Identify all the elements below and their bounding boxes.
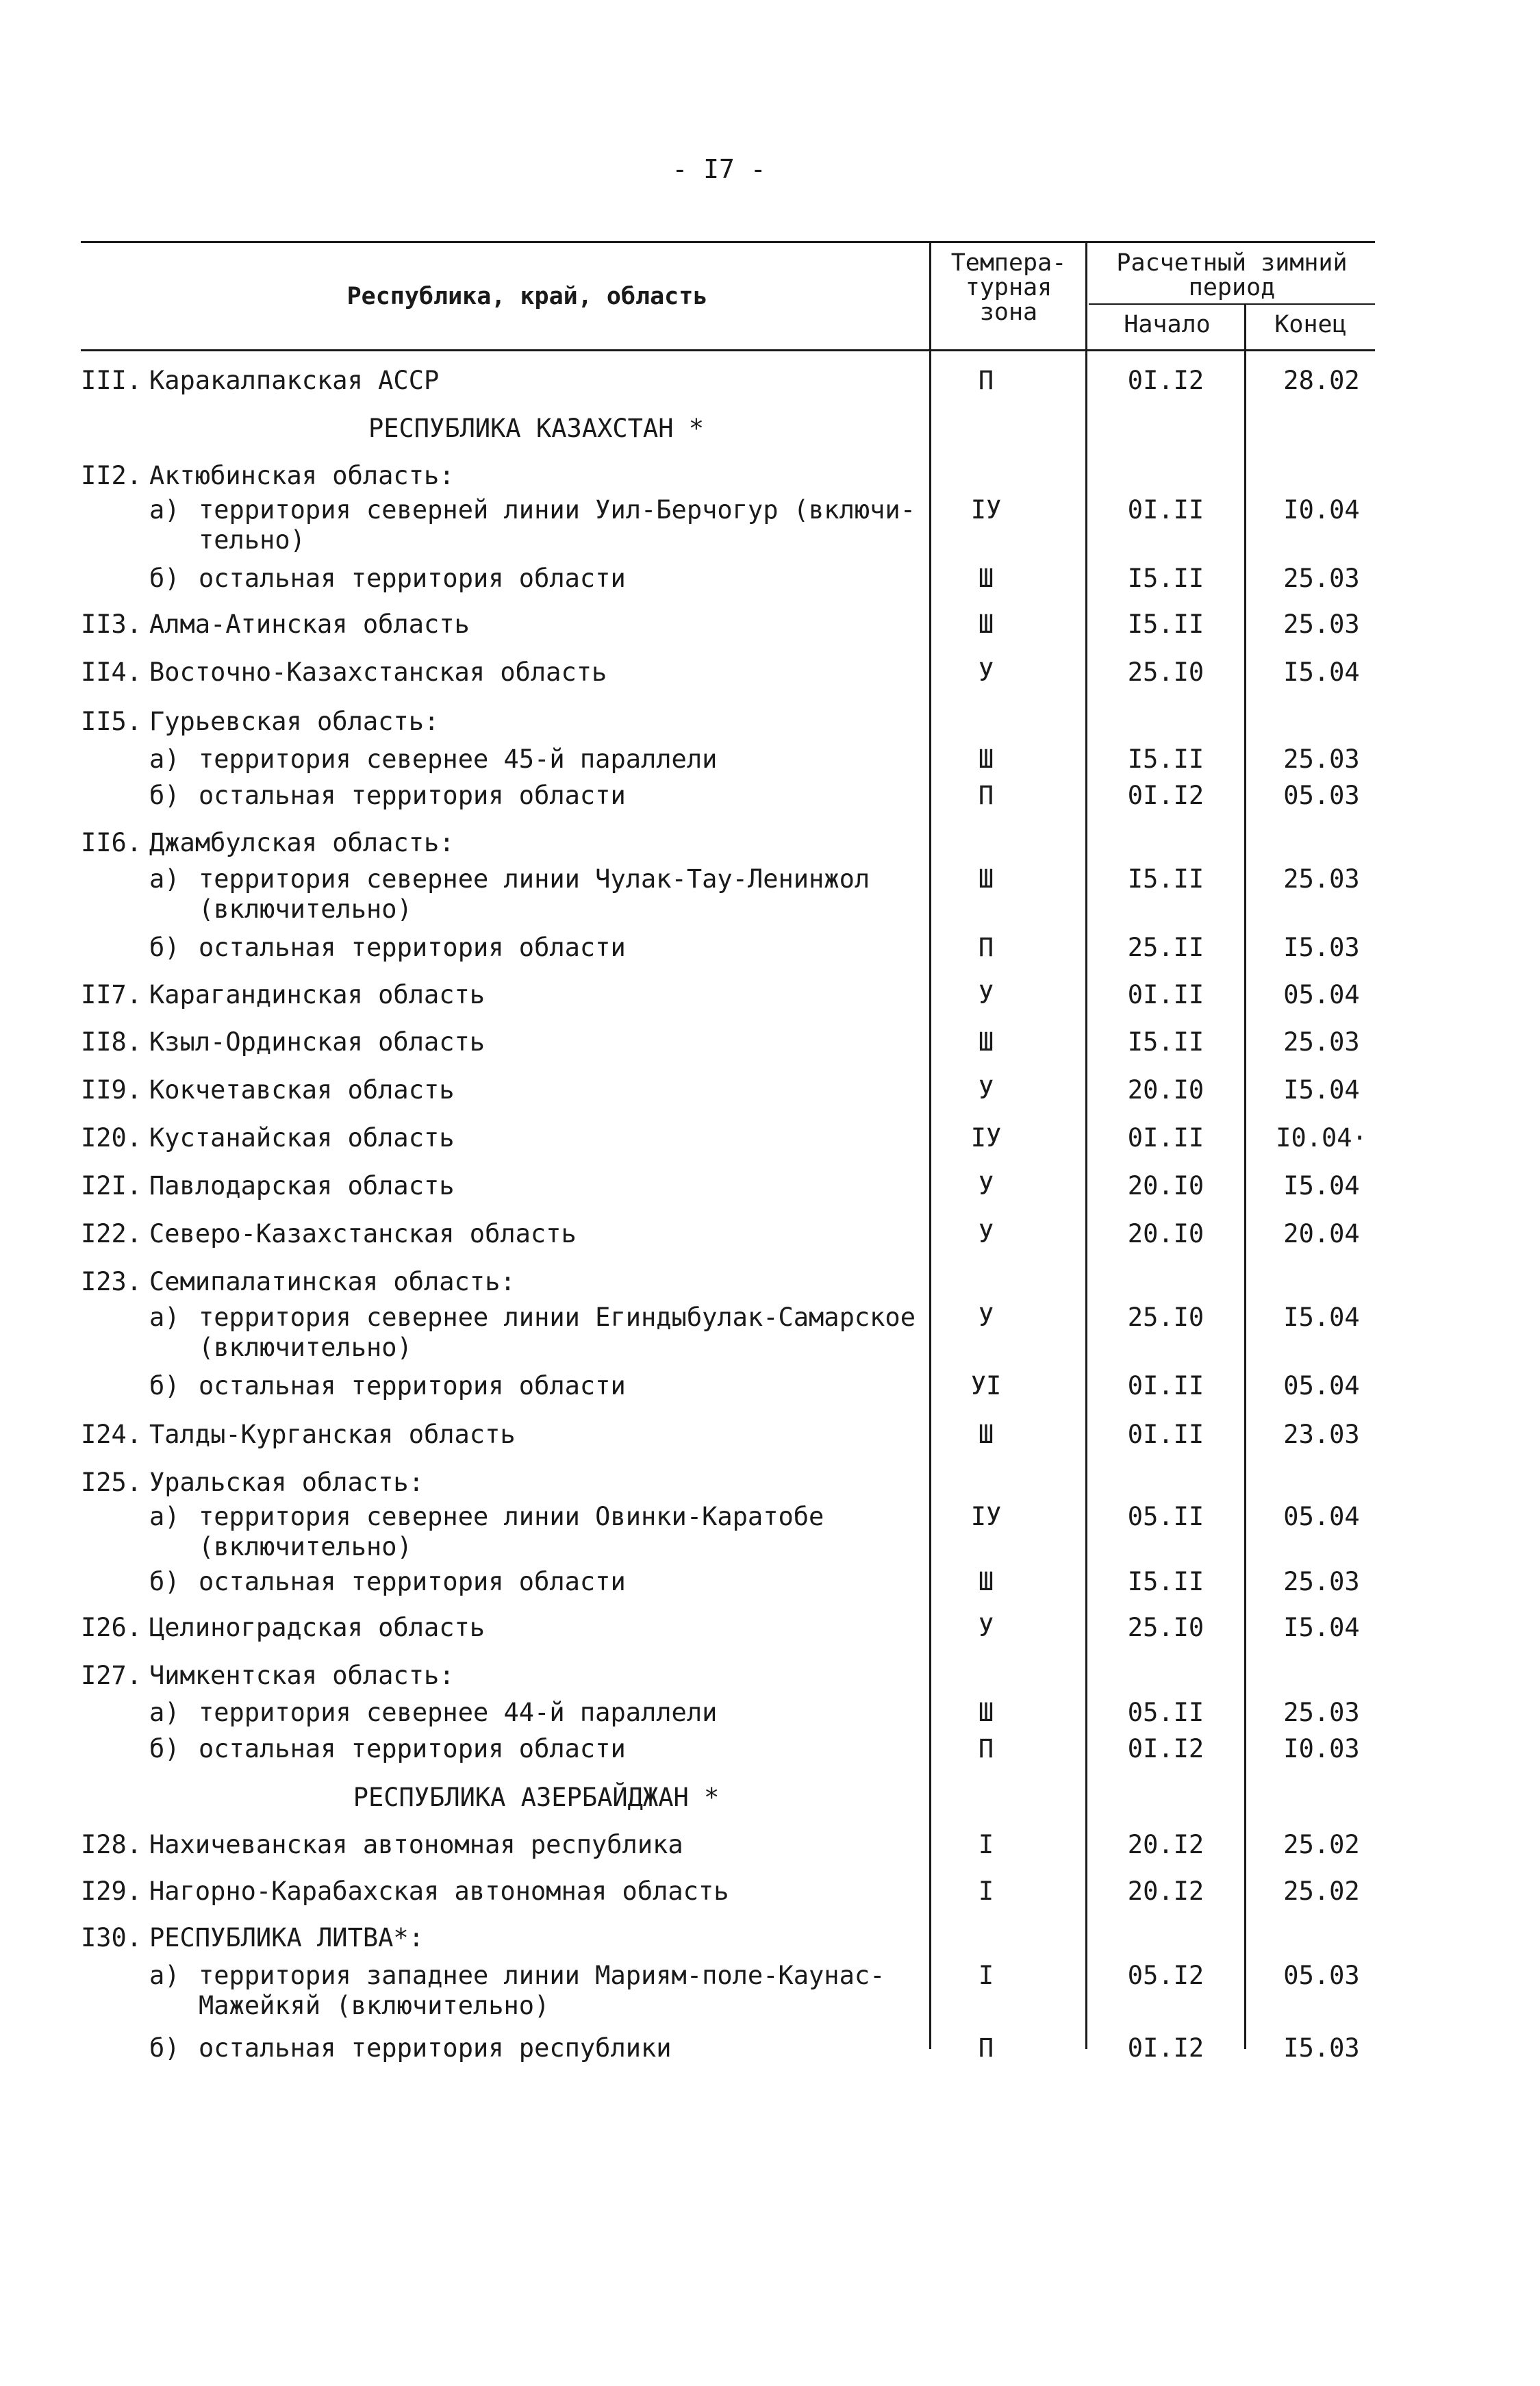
end-date-cell: 25.03 xyxy=(1283,1567,1360,1596)
row-number: II8. xyxy=(81,1027,142,1057)
header-period-line-1: Расчетный зимний xyxy=(1116,249,1348,277)
header-region: Республика, край, область xyxy=(346,283,708,310)
table-row xyxy=(0,366,1540,407)
region-name: Нахичеванская автономная республика xyxy=(149,1830,683,1859)
region-name: Джамбулская область: xyxy=(149,828,455,857)
row-number: I2I. xyxy=(81,1171,142,1201)
header-period xyxy=(1090,251,1374,300)
subitem-text-line: тельно) xyxy=(199,525,305,555)
row-number: I20. xyxy=(81,1123,142,1153)
table-subrow xyxy=(0,1303,1540,1362)
table-row xyxy=(0,610,1540,651)
table-subrow xyxy=(0,781,1540,822)
row-number: I24. xyxy=(81,1420,142,1449)
region-name: Актюбинская область: xyxy=(149,461,455,490)
row-number: I23. xyxy=(81,1267,142,1296)
table-row xyxy=(0,1075,1540,1116)
start-date-cell: 0I.II xyxy=(1127,980,1204,1009)
region-name: Каракалпакская АССР xyxy=(149,366,440,395)
zone-cell: У xyxy=(978,1303,994,1332)
region-name: Карагандинская область xyxy=(149,980,485,1009)
region-name: Семипалатинская область: xyxy=(149,1267,516,1296)
end-date-cell: 05.03 xyxy=(1283,1961,1360,1990)
subitem-text-line: территория севернее линии Егиндыбулак-Самарское xyxy=(199,1303,916,1332)
table-row xyxy=(0,707,1540,748)
zone-cell: П xyxy=(978,1734,994,1763)
start-date-cell: 25.I0 xyxy=(1127,1303,1204,1332)
start-date-cell: 20.I2 xyxy=(1127,1876,1204,1906)
header-zone-line-2: турная xyxy=(965,274,1052,301)
zone-cell: I xyxy=(978,1961,994,1990)
table-subrow xyxy=(0,744,1540,786)
subitem-label: б) xyxy=(149,2033,180,2063)
table-subrow xyxy=(0,933,1540,974)
subitem-label: а) xyxy=(149,1961,180,1990)
region-name: Северо-Казахстанская область xyxy=(149,1219,577,1248)
region-name: Кустанайская область xyxy=(149,1123,455,1153)
region-name: Восточно-Казахстанская область xyxy=(149,657,607,687)
table-subrow xyxy=(0,1502,1540,1561)
subitem-label: б) xyxy=(149,933,180,962)
row-number: II2. xyxy=(81,461,142,490)
table-row xyxy=(0,657,1540,699)
zone-cell: Ш xyxy=(978,1567,994,1596)
header-zone-line-3: зона xyxy=(979,299,1038,326)
subitem-label: а) xyxy=(149,495,180,525)
start-date-cell: 05.I2 xyxy=(1127,1961,1204,1990)
row-number: I29. xyxy=(81,1876,142,1906)
zone-cell: IУ xyxy=(970,495,1002,525)
end-date-cell: 25.03 xyxy=(1283,610,1360,639)
start-date-cell: 0I.II xyxy=(1127,495,1204,525)
end-date-cell: I5.03 xyxy=(1283,933,1360,962)
end-date-cell: 25.03 xyxy=(1283,564,1360,593)
subitem-label: б) xyxy=(149,1734,180,1763)
table-subrow xyxy=(0,1567,1540,1608)
end-date-cell: 25.03 xyxy=(1283,864,1360,894)
table-row xyxy=(0,1876,1540,1918)
table-row xyxy=(0,1661,1540,1702)
end-date-cell: 25.03 xyxy=(1283,744,1360,774)
table-row xyxy=(0,980,1540,1021)
section-heading: РЕСПУБЛИКА КАЗАХСТАН * xyxy=(368,414,705,443)
subitem-label: а) xyxy=(149,1698,180,1727)
table-header-bottom-rule xyxy=(81,349,1375,351)
end-date-cell: I5.04 xyxy=(1283,1613,1360,1642)
row-number: I28. xyxy=(81,1830,142,1859)
subitem-text-line: (включительно) xyxy=(199,1532,412,1561)
start-date-cell: 25.I0 xyxy=(1127,657,1204,687)
end-date-cell: 25.03 xyxy=(1283,1698,1360,1727)
header-zone xyxy=(933,251,1085,325)
zone-cell: У xyxy=(978,980,994,1009)
region-name: Нагорно-Карабахская автономная область xyxy=(149,1876,729,1906)
zone-cell: У xyxy=(978,1219,994,1248)
zone-cell: Ш xyxy=(978,610,994,639)
table-top-rule xyxy=(81,241,1375,243)
start-date-cell: I5.II xyxy=(1127,564,1204,593)
subitem-text-line: территория севернее 44-й параллели xyxy=(199,1698,718,1727)
zone-cell: У xyxy=(978,657,994,687)
start-date-cell: I5.II xyxy=(1127,864,1204,894)
zone-cell: Ш xyxy=(978,1698,994,1727)
start-date-cell: 0I.I2 xyxy=(1127,366,1204,395)
table-row xyxy=(0,1171,1540,1212)
zone-cell: П xyxy=(978,2033,994,2063)
end-date-cell: 25.03 xyxy=(1283,1027,1360,1057)
region-name: Уральская область: xyxy=(149,1468,424,1497)
zone-cell: П xyxy=(978,781,994,810)
region-name: РЕСПУБЛИКА ЛИТВА*: xyxy=(149,1923,424,1952)
region-name: Талды-Курганская область xyxy=(149,1420,516,1449)
region-name: Кзыл-Ординская область xyxy=(149,1027,485,1057)
subitem-text-line: территория севернее линии Чулак-Тау-Ленинжол xyxy=(199,864,870,894)
page-number: - I7 - xyxy=(672,154,766,184)
end-date-cell: 05.04 xyxy=(1283,1371,1360,1401)
zone-cell: Ш xyxy=(978,864,994,894)
region-name: Павлодарская область xyxy=(149,1171,455,1201)
end-date-cell: 28.02 xyxy=(1283,366,1360,395)
subitem-text-line: территория севернее линии Овинки-Каратобе xyxy=(199,1502,824,1531)
start-date-cell: 25.II xyxy=(1127,933,1204,962)
table-subrow xyxy=(0,564,1540,605)
row-number: II5. xyxy=(81,707,142,736)
subitem-text-line: остальная территория области xyxy=(199,781,626,810)
section-heading-row xyxy=(0,1783,1540,1824)
start-date-cell: 25.I0 xyxy=(1127,1613,1204,1642)
table-subrow xyxy=(0,1734,1540,1775)
end-date-cell: 05.04 xyxy=(1283,980,1360,1009)
subitem-text-line: остальная территория области xyxy=(199,564,626,593)
table-subrow xyxy=(0,864,1540,924)
subitem-label: б) xyxy=(149,1371,180,1401)
zone-cell: П xyxy=(978,366,994,395)
end-date-cell: 20.04 xyxy=(1283,1219,1360,1248)
row-number: I22. xyxy=(81,1219,142,1248)
subitem-text-line: территория западнее линии Мариям-поле-Каунас- xyxy=(199,1961,885,1990)
end-date-cell: 25.02 xyxy=(1283,1876,1360,1906)
table-row xyxy=(0,828,1540,869)
row-number: I25. xyxy=(81,1468,142,1497)
subitem-label: а) xyxy=(149,864,180,894)
subitem-text-line: остальная территория республики xyxy=(199,2033,672,2063)
table-row xyxy=(0,1267,1540,1308)
start-date-cell: 0I.I2 xyxy=(1127,1734,1204,1763)
row-number: II4. xyxy=(81,657,142,687)
period-subheader-rule xyxy=(1089,303,1375,305)
start-date-cell: 0I.II xyxy=(1127,1420,1204,1449)
row-number: II7. xyxy=(81,980,142,1009)
start-date-cell: I5.II xyxy=(1127,744,1204,774)
end-date-cell: I0.03 xyxy=(1283,1734,1360,1763)
table-subrow xyxy=(0,2033,1540,2074)
table-row xyxy=(0,1219,1540,1260)
start-date-cell: I5.II xyxy=(1127,610,1204,639)
subitem-label: б) xyxy=(149,564,180,593)
start-date-cell: 0I.I2 xyxy=(1127,2033,1204,2063)
zone-cell: Ш xyxy=(978,1420,994,1449)
start-date-cell: 0I.II xyxy=(1127,1371,1204,1401)
zone-cell: IУ xyxy=(970,1123,1002,1153)
end-date-cell: I0.04 xyxy=(1283,495,1360,525)
start-date-cell: 20.I2 xyxy=(1127,1830,1204,1859)
table-row xyxy=(0,1123,1540,1164)
row-number: I30. xyxy=(81,1923,142,1952)
start-date-cell: 05.II xyxy=(1127,1502,1204,1531)
row-number: III. xyxy=(81,366,142,395)
subitem-label: а) xyxy=(149,744,180,774)
start-date-cell: 05.II xyxy=(1127,1698,1204,1727)
table-row xyxy=(0,1830,1540,1871)
subitem-text-line: остальная территория области xyxy=(199,1734,626,1763)
region-name: Чимкентская область: xyxy=(149,1661,455,1690)
subitem-text-line: остальная территория области xyxy=(199,1371,626,1401)
subitem-text-line: (включительно) xyxy=(199,894,412,924)
zone-cell: IУ xyxy=(970,1502,1002,1531)
zone-cell: П xyxy=(978,933,994,962)
subitem-text-line: (включительно) xyxy=(199,1333,412,1362)
table-row xyxy=(0,1027,1540,1068)
region-name: Гурьевская область: xyxy=(149,707,440,736)
zone-cell: УI xyxy=(970,1371,1002,1401)
end-date-cell: I5.04 xyxy=(1283,1171,1360,1201)
end-date-cell: I5.04 xyxy=(1283,1075,1360,1105)
table-row xyxy=(0,1420,1540,1461)
row-number: II6. xyxy=(81,828,142,857)
header-period-line-2: период xyxy=(1188,274,1276,301)
region-name: Алма-Атинская область xyxy=(149,610,470,639)
end-date-cell: 23.03 xyxy=(1283,1420,1360,1449)
start-date-cell: 0I.I2 xyxy=(1127,781,1204,810)
start-date-cell: 0I.II xyxy=(1127,1123,1204,1153)
row-number: II3. xyxy=(81,610,142,639)
end-date-cell: 25.02 xyxy=(1283,1830,1360,1859)
subitem-text-line: территория севернее 45-й параллели xyxy=(199,744,718,774)
row-number: II9. xyxy=(81,1075,142,1105)
row-number: I27. xyxy=(81,1661,142,1690)
table-subrow xyxy=(0,1698,1540,1739)
zone-cell: У xyxy=(978,1613,994,1642)
subitem-text-line: Мажейкяй (включительно) xyxy=(199,1991,550,2020)
end-date-cell: I5.04 xyxy=(1283,1303,1360,1332)
end-date-cell: 05.03 xyxy=(1283,781,1360,810)
start-date-cell: I5.II xyxy=(1127,1027,1204,1057)
subitem-text-line: территория северней линии Уил-Берчогур (включи- xyxy=(199,495,916,525)
header-start: Начало xyxy=(1124,311,1211,338)
region-name: Кокчетавская область xyxy=(149,1075,455,1105)
zone-cell: Ш xyxy=(978,564,994,593)
table-subrow xyxy=(0,1961,1540,2020)
header-zone-line-1: Темпера- xyxy=(950,249,1067,277)
start-date-cell: 20.I0 xyxy=(1127,1219,1204,1248)
table-subrow xyxy=(0,1371,1540,1412)
start-date-cell: I5.II xyxy=(1127,1567,1204,1596)
table-row xyxy=(0,1923,1540,1964)
zone-cell: Ш xyxy=(978,1027,994,1057)
zone-cell: I xyxy=(978,1876,994,1906)
row-number: I26. xyxy=(81,1613,142,1642)
zone-cell: У xyxy=(978,1075,994,1105)
subitem-label: а) xyxy=(149,1303,180,1332)
end-date-cell: 05.04 xyxy=(1283,1502,1360,1531)
end-date-cell: I0.04· xyxy=(1276,1123,1367,1153)
zone-cell: У xyxy=(978,1171,994,1201)
zone-cell: I xyxy=(978,1830,994,1859)
subitem-text-line: остальная территория области xyxy=(199,1567,626,1596)
region-name: Целиноградская область xyxy=(149,1613,485,1642)
start-date-cell: 20.I0 xyxy=(1127,1171,1204,1201)
table-row xyxy=(0,1613,1540,1654)
section-heading: РЕСПУБЛИКА АЗЕРБАЙДЖАН * xyxy=(353,1783,720,1812)
header-end: Конец xyxy=(1274,311,1347,338)
zone-cell: Ш xyxy=(978,744,994,774)
subitem-label: б) xyxy=(149,1567,180,1596)
section-heading-row xyxy=(0,414,1540,455)
end-date-cell: I5.04 xyxy=(1283,657,1360,687)
subitem-label: б) xyxy=(149,781,180,810)
subitem-label: а) xyxy=(149,1502,180,1531)
start-date-cell: 20.I0 xyxy=(1127,1075,1204,1105)
subitem-text-line: остальная территория области xyxy=(199,933,626,962)
end-date-cell: I5.03 xyxy=(1283,2033,1360,2063)
table-subrow xyxy=(0,495,1540,555)
